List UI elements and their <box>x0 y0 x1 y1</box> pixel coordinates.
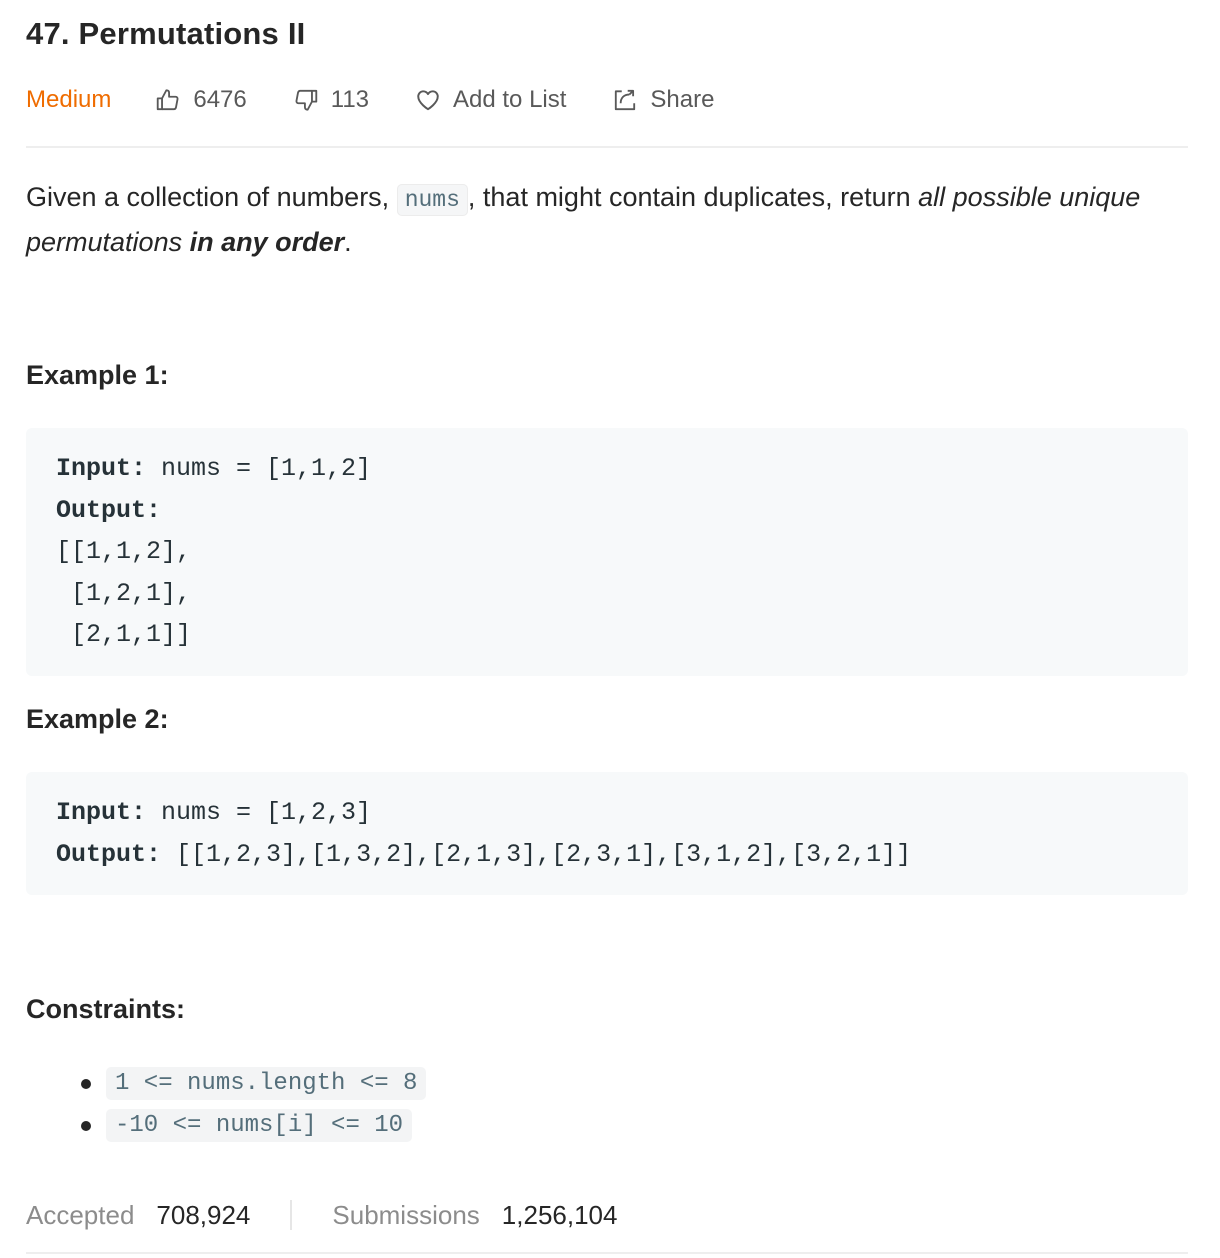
example-2-heading: Example 2: <box>26 704 169 734</box>
accepted-value: 708,924 <box>156 1199 251 1230</box>
example-2-line <box>56 834 1158 876</box>
submission-stats <box>26 1196 617 1234</box>
constraint-code: -10 <= nums[i] <= 10 <box>106 1109 412 1142</box>
submissions-label: Submissions <box>332 1199 480 1230</box>
problem-title: 47. Permutations II <box>26 16 306 51</box>
thumbs-down-icon <box>293 87 319 113</box>
example-1-line <box>56 614 1158 656</box>
constraint-code: 1 <= nums.length <= 8 <box>106 1067 426 1100</box>
example-1-line <box>56 573 1158 615</box>
example-text: [[1,1,2], <box>56 537 192 566</box>
example-1-line <box>56 448 1158 490</box>
stats-divider <box>290 1200 292 1230</box>
example-1-line <box>56 531 1158 573</box>
footer-divider <box>26 1252 1188 1254</box>
constraint-item <box>26 1062 426 1104</box>
inline-code-nums: nums <box>397 184 468 216</box>
example-label: Output: <box>56 495 162 525</box>
example-1-line <box>56 490 1158 532</box>
constraint-item <box>26 1104 426 1146</box>
example-label: Input: <box>56 454 147 483</box>
example-text: [1,2,1], <box>56 578 192 608</box>
constraints-heading: Constraints: <box>26 994 186 1024</box>
add-to-list-label: Add to List <box>453 86 567 113</box>
example-2-line <box>56 792 1158 834</box>
example-2-block <box>26 772 1188 895</box>
example-text: [2,1,1]] <box>56 620 192 649</box>
share-button[interactable] <box>612 86 714 114</box>
description-emphasis: all possible unique permutations <box>26 182 1141 257</box>
add-to-list-button[interactable] <box>415 86 566 114</box>
share-label: Share <box>650 86 715 113</box>
problem-meta-bar <box>26 82 760 118</box>
dislike-count: 113 <box>330 86 370 113</box>
problem-description <box>26 176 1186 263</box>
thumbs-up-icon <box>155 87 181 113</box>
example-label: Input: <box>56 798 147 827</box>
example-label: Output: <box>56 839 162 869</box>
description-text: . <box>344 227 352 257</box>
example-1-heading: Example 1: <box>26 360 169 390</box>
description-strong: in any order <box>189 227 345 257</box>
submissions-value: 1,256,104 <box>501 1199 618 1230</box>
share-icon <box>612 87 638 113</box>
difficulty-badge: Medium <box>26 86 112 113</box>
like-count: 6476 <box>193 86 247 113</box>
bullet-icon <box>81 1121 91 1131</box>
example-text: nums = [1,2,3] <box>146 798 372 827</box>
heart-icon <box>415 87 441 113</box>
example-text: [[1,2,3],[1,3,2],[2,1,3],[2,3,1],[3,1,2],[3,2,1]] <box>161 839 912 869</box>
description-text: Given a collection of numbers, <box>26 182 397 212</box>
accepted-label: Accepted <box>26 1199 135 1230</box>
like-button[interactable] <box>155 86 246 114</box>
header-divider <box>26 146 1188 148</box>
dislike-button[interactable] <box>293 86 369 114</box>
constraints-list <box>26 1062 426 1146</box>
example-1-block <box>26 428 1188 676</box>
example-text: nums = [1,1,2] <box>146 454 372 483</box>
description-text <box>182 227 190 257</box>
bullet-icon <box>81 1079 91 1089</box>
description-text: , that might contain duplicates, return <box>467 182 919 212</box>
